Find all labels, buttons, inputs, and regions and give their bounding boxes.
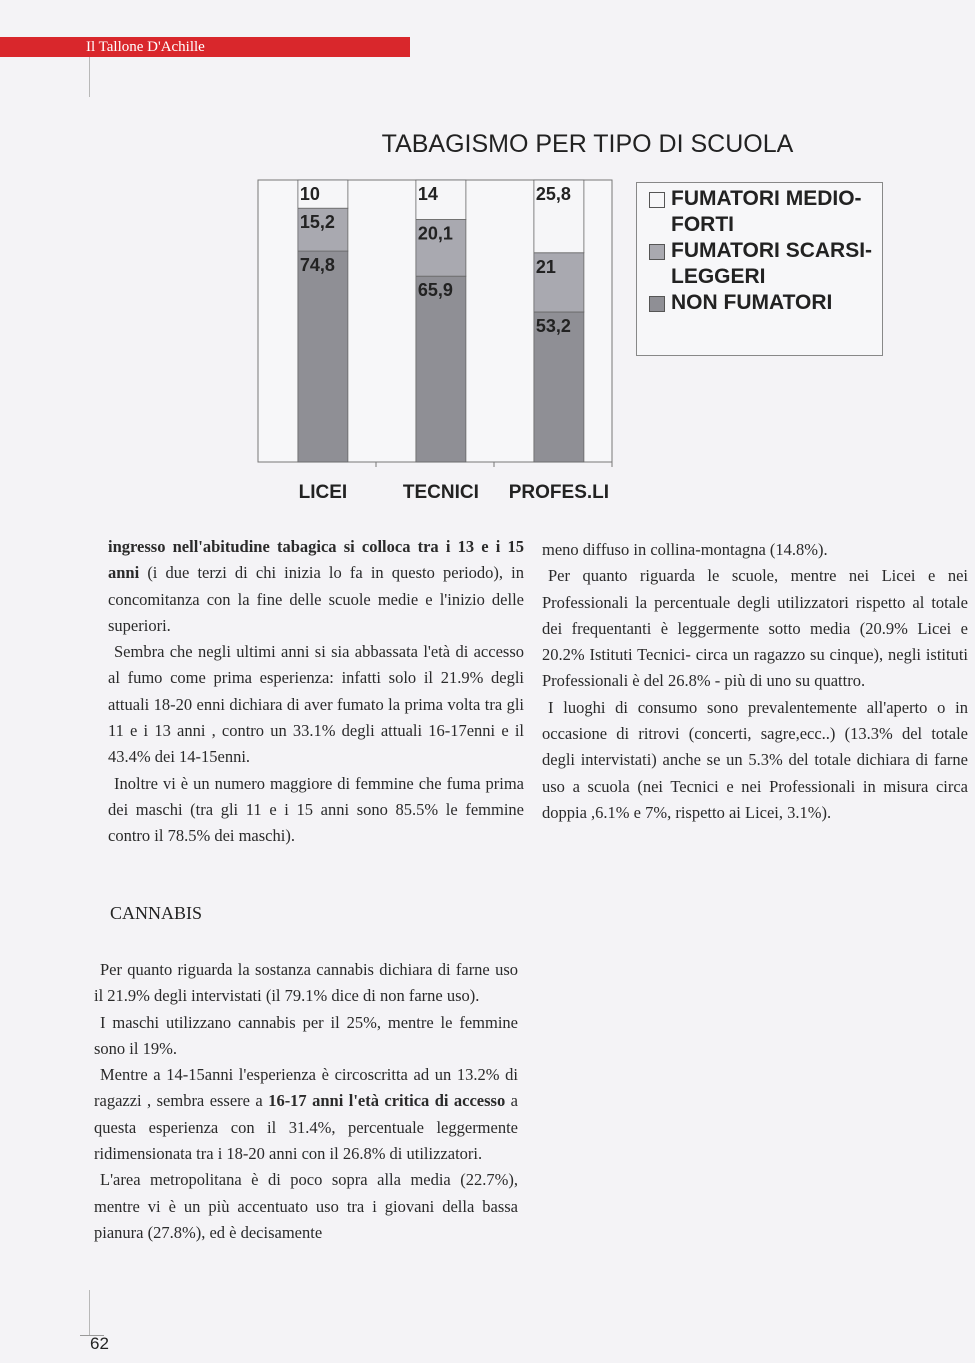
stacked-bar-chart bbox=[240, 170, 630, 500]
paragraph-cannabis-3 bbox=[94, 1062, 518, 1167]
paragraph-cannabis-1: Per quanto riguarda la sostanza cannabis dichiara di farne uso il 21.9% degli intervistati (il 79.1% dice di non farne uso). bbox=[94, 960, 518, 1006]
paragraph-cannabis-4: L'area metropolitana è di poco sopra alla media (22.7%), mentre vi è un più accentuato uso tra i giovani della bassa pianura (27.8%), ed è decisamente bbox=[94, 1170, 518, 1242]
chart-legend bbox=[636, 182, 883, 356]
legend-label: FUMATORI MEDIO-FORTI bbox=[671, 187, 862, 236]
paragraph-2: Sembra che negli ultimi anni si sia abbassata l'età di accesso al fumo come prima esperienza: infatti solo il 21.9% degli attuali 18-20 enni dichiara di aver fumato la prima volta tra gli 11 e i 13 anni , contro un 33.1% degli attuali 16-17enni e il 43.4% dei 14-15enni. bbox=[108, 642, 524, 767]
legend-item-non-fumatori bbox=[649, 290, 882, 316]
paragraph-r1: meno diffuso in collina-montagna (14.8%). bbox=[542, 540, 828, 559]
paragraph-text: (i due terzi di chi inizia lo fa in questo periodo), in concomitanza con la fine delle scuole medie e l'inizio delle superiori. bbox=[108, 563, 524, 635]
page-number: 62 bbox=[90, 1334, 109, 1353]
bold-phrase: 16-17 anni l'età critica di accesso bbox=[268, 1091, 506, 1111]
category-label: PROFES.LI bbox=[508, 482, 610, 500]
bold-phrase: ingresso nell'abitudine tabagica si colloca tra i 13 e i 15 anni bbox=[108, 537, 524, 583]
bar-segment bbox=[298, 251, 348, 462]
paragraph-text: a questa esperienza con il 31.4%, percentuale leggermente ridimensionata tra i 18-20 anni con il 26.8% di utilizzatori. bbox=[94, 1091, 518, 1164]
running-header: Il Tallone D'Achille bbox=[86, 39, 205, 55]
data-label: 14 bbox=[417, 184, 438, 204]
legend-swatch-scarsi-leggeri bbox=[649, 244, 665, 260]
right-column-text bbox=[542, 537, 968, 826]
category-label: LICEI bbox=[298, 482, 348, 500]
data-label: 74,8 bbox=[299, 255, 335, 276]
legend-label: FUMATORI SCARSI-LEGGERI bbox=[671, 239, 873, 288]
section-heading-cannabis: CANNABIS bbox=[110, 903, 203, 923]
data-label: 20,1 bbox=[417, 223, 453, 244]
data-label: 53,2 bbox=[535, 315, 571, 336]
data-label: 10 bbox=[299, 184, 320, 204]
margin-rule-bottom bbox=[89, 1290, 90, 1335]
paragraph-cannabis-2: I maschi utilizzano cannabis per il 25%, mentre le femmine sono il 19%. bbox=[94, 1012, 518, 1058]
paragraph-r3: I luoghi di consumo sono prevalentemente all'aperto o in occasione di ritrovi (concerti, sagre,ecc..) (13.3% del totale degli intervistati) anche se un 5.3% del totale dichiara di farne uso a scuola (nei Tecnici e nei Professionali in misura circa doppia ,6.1% e 7%, rispetto ai Licei, 3.1%). bbox=[542, 697, 968, 822]
margin-rule bbox=[89, 57, 90, 97]
header-band bbox=[0, 37, 410, 57]
legend-swatch-non-fumatori bbox=[649, 296, 665, 312]
data-label: 15,2 bbox=[299, 212, 335, 233]
bar-segment bbox=[416, 276, 466, 462]
left-column-text bbox=[108, 534, 524, 850]
data-label: 65,9 bbox=[417, 280, 453, 301]
legend-item-scarsi-leggeri bbox=[649, 238, 882, 290]
legend-swatch-medio-forti bbox=[649, 192, 665, 208]
paragraph-r2: Per quanto riguarda le scuole, mentre nei Licei e nei Professionali la percentuale degli utilizzatori rispetto al totale dei frequentanti è leggermente sotto media (20.9% Licei e 20.2% Istituti Tecnici- circa un ragazzo su cinque), negli istituti Professionali è del 26.8% - più di uno su quattro. bbox=[542, 566, 968, 691]
cannabis-text bbox=[94, 957, 518, 1246]
paragraph-text: Mentre a 14-15anni l'esperienza è circoscritta ad un 13.2% di ragazzi , sembra essere a bbox=[94, 1065, 518, 1111]
data-label: 21 bbox=[535, 256, 556, 277]
legend-label: NON FUMATORI bbox=[671, 291, 833, 314]
paragraph-3: Inoltre vi è un numero maggiore di femmine che fuma prima dei maschi (tra gli 11 e i 15 anni sono 85.5% le femmine contro il 78.5% dei maschi). bbox=[108, 773, 524, 846]
category-label: TECNICI bbox=[402, 482, 479, 500]
chart-title: TABAGISMO PER TIPO DI SCUOLA bbox=[381, 130, 794, 158]
data-label: 25,8 bbox=[535, 184, 571, 204]
legend-item-medio-forti bbox=[649, 186, 882, 238]
paragraph-1 bbox=[108, 534, 524, 639]
